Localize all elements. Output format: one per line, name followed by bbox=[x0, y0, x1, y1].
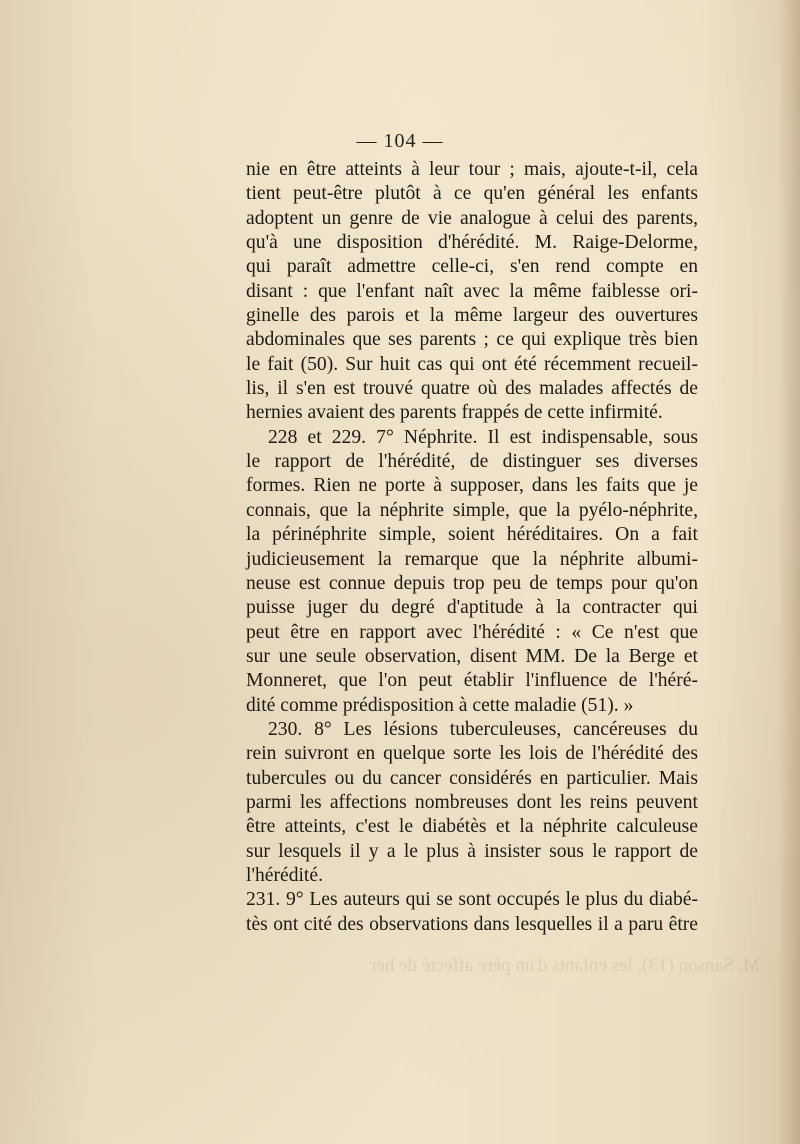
text-line-16: la périnéphrite simple, soient héréditaires. On a fait bbox=[246, 524, 698, 546]
body-text bbox=[246, 158, 698, 937]
text-line-29: sur lesquels il y a le plus à insister sous le rapport de bbox=[246, 840, 698, 862]
text-line-31: 231. 9° Les auteurs qui se sont occupés le plus du diabé- bbox=[246, 889, 698, 911]
text-line-26: tubercules ou du cancer considérés en particulier. Mais bbox=[246, 767, 698, 789]
text-line-23: dité comme prédisposition à cette maladie (51). » bbox=[246, 694, 634, 716]
text-line-20: peut être en rapport avec l'hérédité : « Ce n'est que bbox=[246, 621, 698, 643]
bleed-through-text: M. Sanson (13), les enfants d'un père affecté de her bbox=[370, 955, 760, 976]
text-line-11: hernies avaient des parents frappés de cette infirmité. bbox=[246, 402, 663, 424]
text-line-14: formes. Rien ne porte à supposer, dans les faits que je bbox=[246, 475, 698, 497]
text-line-5: qui paraît admettre celle-ci, s'en rend compte en bbox=[246, 256, 698, 278]
text-line-21: sur une seule observation, disent MM. De la Berge et bbox=[246, 645, 698, 667]
text-line-12: 228 et 229. 7° Néphrite. Il est indispensable, sous bbox=[268, 426, 698, 448]
text-line-19: puisse juger du degré d'aptitude à la contracter qui bbox=[246, 597, 698, 619]
page-number: — 104 — bbox=[356, 130, 444, 152]
text-line-28: être atteints, c'est le diabétès et la néphrite calculeuse bbox=[246, 816, 698, 838]
text-line-7: ginelle des parois et la même largeur des ouvertures bbox=[246, 305, 698, 327]
text-line-30: l'hérédité. bbox=[246, 864, 323, 886]
text-line-1: nie en être atteints à leur tour ; mais, ajoute-t-il, cela bbox=[246, 159, 698, 180]
text-line-32: tès ont cité des observations dans lesquelles il a paru être bbox=[246, 913, 698, 935]
text-line-6: disant : que l'enfant naît avec la même faiblesse ori- bbox=[246, 280, 698, 302]
text-line-9: le fait (50). Sur huit cas qui ont été récemment recueil- bbox=[246, 353, 698, 375]
page-edge-shadow bbox=[778, 0, 800, 1144]
text-line-10: lis, il s'en est trouvé quatre où des malades affectés de bbox=[246, 378, 698, 400]
text-line-4: qu'à une disposition d'hérédité. M. Raige-Delorme, bbox=[246, 232, 698, 254]
text-line-2: tient peut-être plutôt à ce qu'en général les enfants bbox=[246, 183, 698, 205]
text-line-18: neuse est connue depuis trop peu de temps pour qu'on bbox=[246, 572, 698, 594]
text-line-24: 230. 8° Les lésions tuberculeuses, cancéreuses du bbox=[268, 718, 698, 740]
text-line-3: adoptent un genre de vie analogue à celui des parents, bbox=[246, 207, 698, 229]
text-line-17: judicieusement la remarque que la néphrite albumi- bbox=[246, 548, 698, 570]
text-line-8: abdominales que ses parents ; ce qui explique très bien bbox=[246, 329, 698, 351]
text-line-25: rein suivront en quelque sorte les lois de l'hérédité des bbox=[246, 743, 698, 765]
text-line-22: Monneret, que l'on peut établir l'influence de l'héré- bbox=[246, 670, 698, 692]
text-line-15: connais, que la néphrite simple, que la pyélo-néphrite, bbox=[246, 499, 698, 521]
text-line-27: parmi les affections nombreuses dont les reins peuvent bbox=[246, 791, 698, 813]
text-line-13: le rapport de l'hérédité, de distinguer ses diverses bbox=[246, 451, 698, 473]
